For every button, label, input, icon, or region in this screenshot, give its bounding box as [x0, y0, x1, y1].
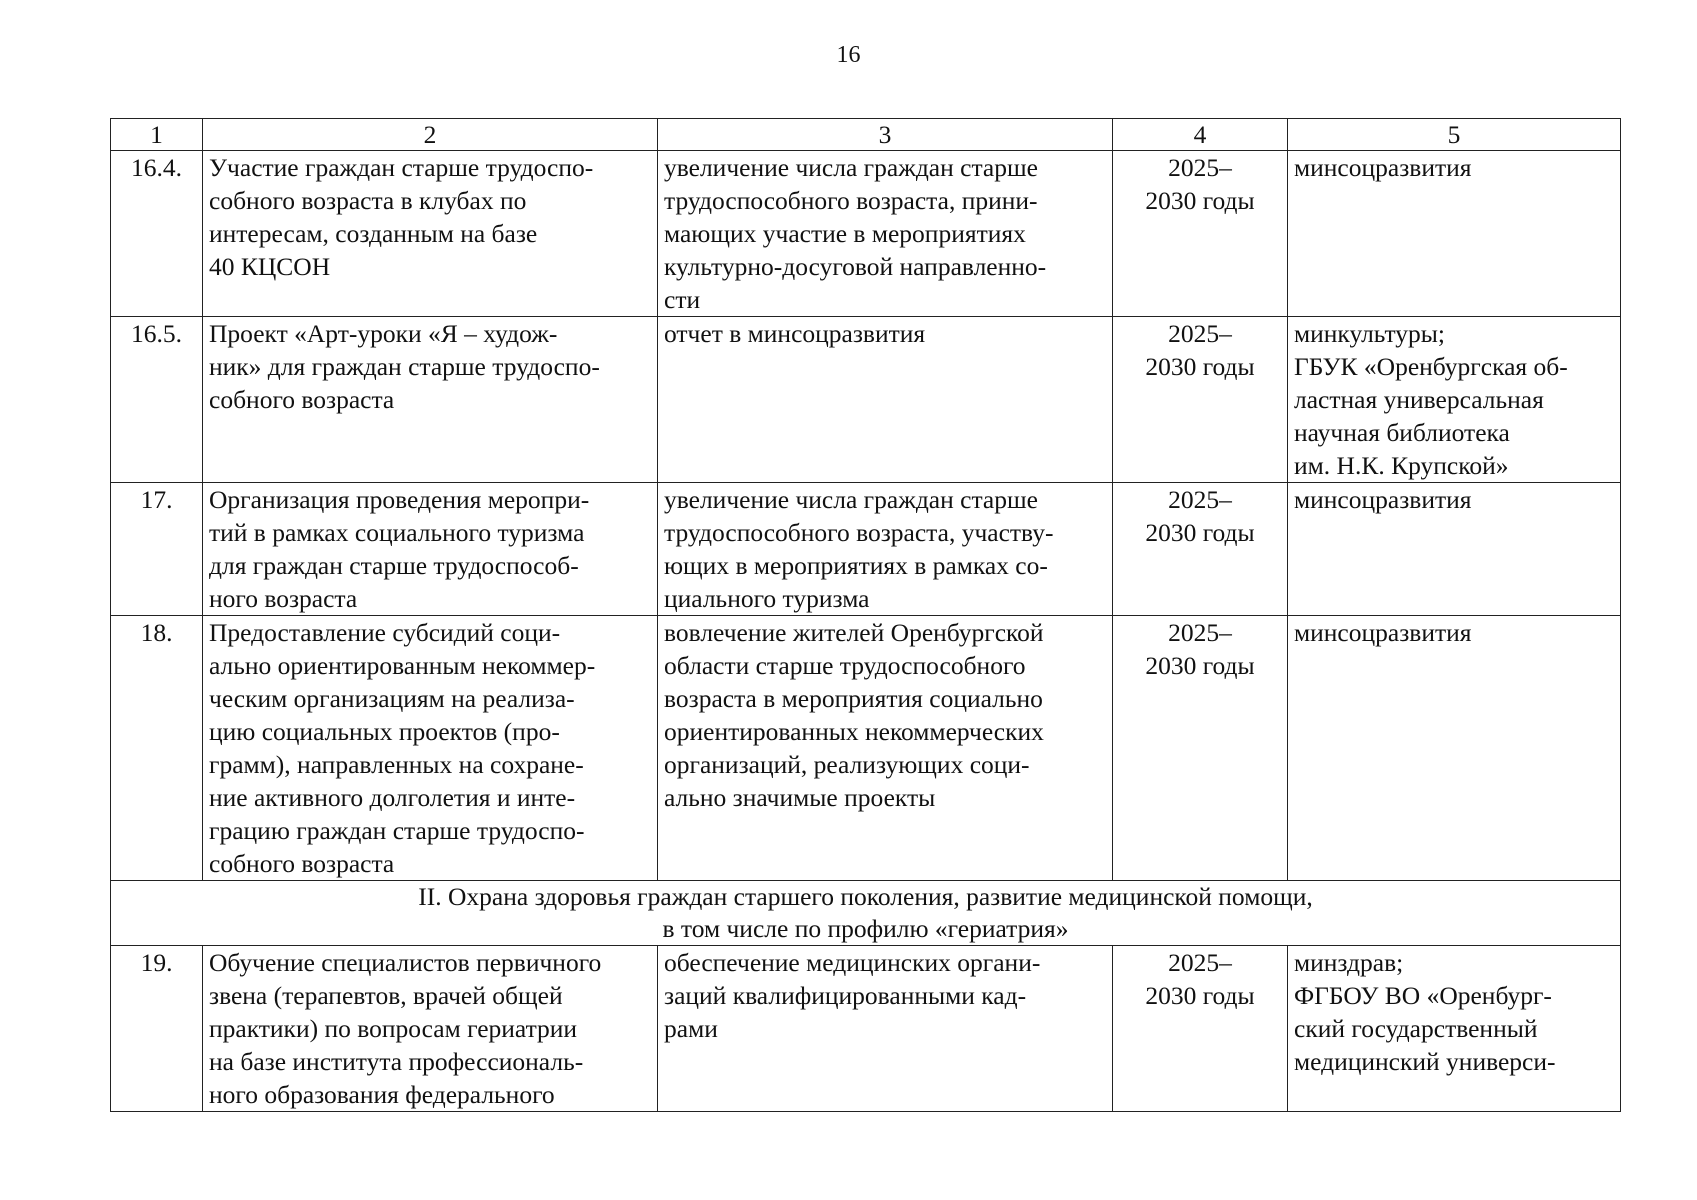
- table-row: [111, 317, 1621, 483]
- responsible: минздрав; ФГБОУ ВО «Оренбург- ский государственный медицинский универси-: [1288, 946, 1621, 1112]
- header-col-2: 2: [203, 119, 658, 151]
- period: 2025– 2030 годы: [1113, 946, 1288, 1112]
- header-col-1: 1: [111, 119, 203, 151]
- row-number: 17.: [111, 483, 203, 616]
- expected-result: обеспечение медицинских органи- заций квалифицированными кад- рами: [658, 946, 1113, 1112]
- section-header-row: [111, 881, 1621, 946]
- expected-result: вовлечение жителей Оренбургской области старше трудоспособного возраста в мероприятия социально ориентированных некоммерческих организаций, реализующих соци- ально значимые проекты: [658, 616, 1113, 881]
- row-number: 16.4.: [111, 151, 203, 317]
- responsible: минсоцразвития: [1288, 616, 1621, 881]
- measure-name: Обучение специалистов первичного звена (терапевтов, врачей общей практики) по вопросам гериатрии на базе института профессиональ- ного образования федерального: [203, 946, 658, 1112]
- measure-name: Проект «Арт-уроки «Я – худож- ник» для граждан старше трудоспо- собного возраста: [203, 317, 658, 483]
- measures-table: [110, 118, 1621, 1112]
- expected-result: увеличение числа граждан старше трудоспособного возраста, прини- мающих участие в мероприятиях культурно-досуговой направленно- сти: [658, 151, 1113, 317]
- header-col-5: 5: [1288, 119, 1621, 151]
- period: 2025– 2030 годы: [1113, 317, 1288, 483]
- section-title: II. Охрана здоровья граждан старшего поколения, развитие медицинской помощи, в том числе по профилю «гериатрия»: [111, 881, 1621, 946]
- table-row: [111, 483, 1621, 616]
- header-row: [111, 119, 1621, 151]
- expected-result: отчет в минсоцразвития: [658, 317, 1113, 483]
- row-number: 19.: [111, 946, 203, 1112]
- header-col-3: 3: [658, 119, 1113, 151]
- row-number: 18.: [111, 616, 203, 881]
- table-row: [111, 151, 1621, 317]
- measure-name: Участие граждан старше трудоспо- собного возраста в клубах по интересам, созданным на базе 40 КЦСОН: [203, 151, 658, 317]
- responsible: минсоцразвития: [1288, 483, 1621, 616]
- measure-name: Предоставление субсидий соци- ально ориентированным некоммер- ческим организациям на реализа- цию социальных проектов (про- грамм), направленных на сохране- ние активного долголетия и инте- грацию граждан старше трудоспо- собного возраста: [203, 616, 658, 881]
- responsible: минкультуры; ГБУК «Оренбургская об- ластная универсальная научная библиотека им. Н.К. Крупской»: [1288, 317, 1621, 483]
- period: 2025– 2030 годы: [1113, 483, 1288, 616]
- row-number: 16.5.: [111, 317, 203, 483]
- header-col-4: 4: [1113, 119, 1288, 151]
- measure-name: Организация проведения меропри- тий в рамках социального туризма для граждан старше трудоспособ- ного возраста: [203, 483, 658, 616]
- table-row: [111, 616, 1621, 881]
- period: 2025– 2030 годы: [1113, 616, 1288, 881]
- table-row: [111, 946, 1621, 1112]
- expected-result: увеличение числа граждан старше трудоспособного возраста, участву- ющих в мероприятиях в рамках со- циального туризма: [658, 483, 1113, 616]
- responsible: минсоцразвития: [1288, 151, 1621, 317]
- page-number: 16: [836, 42, 861, 68]
- period: 2025– 2030 годы: [1113, 151, 1288, 317]
